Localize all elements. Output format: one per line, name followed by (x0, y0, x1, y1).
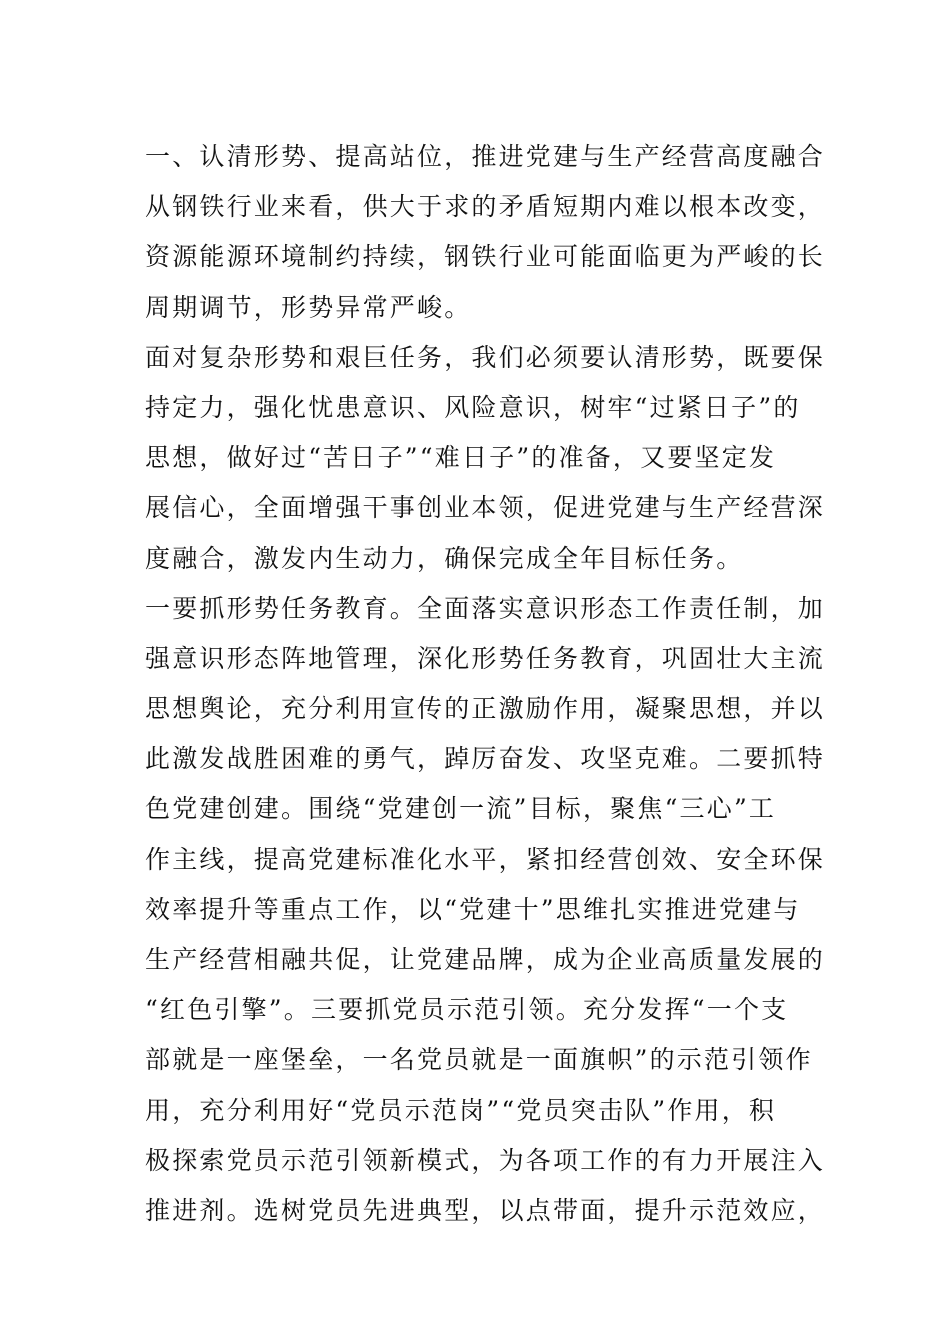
text-line: 一要抓形势任务教育。全面落实意识形态工作责任制，加 (145, 593, 826, 623)
section-heading: 一、认清形势、提高站位，推进党建与生产经营高度融合 (145, 142, 826, 171)
text-line: 生产经营相融共促，让党建品牌，成为企业高质量发展的 (145, 945, 826, 974)
text-line: 面对复杂形势和艰巨任务，我们必须要认清形势，既要保 (145, 342, 826, 372)
text-line: 作主线，提高党建标准化水平，紧扣经营创效、安全环保 (145, 844, 826, 874)
text-line: “红色引擎”。三要抓党员示范引领。充分发挥“一个支 (145, 995, 789, 1025)
text-line: 用，充分利用好“党员示范岗”“党员突击队”作用，积 (145, 1095, 777, 1125)
text-line: 思想，做好过“苦日子”“难日子”的准备，又要坚定发 (145, 443, 777, 473)
text-line: 展信心，全面增强干事创业本领，促进党建与生产经营深 (145, 493, 826, 523)
text-line: 推进剂。选树党员先进典型，以点带面，提升示范效应， (145, 1195, 826, 1225)
text-line: 色党建创建。围绕“党建创一流”目标，聚焦“三心”工 (145, 794, 777, 824)
text-line: 部就是一座堡垒，一名党员就是一面旗帜”的示范引领作 (145, 1045, 813, 1075)
document-body (145, 132, 826, 1236)
text-line: 资源能源环境制约持续，钢铁行业可能面临更为严峻的长 (145, 242, 826, 272)
text-line: 效率提升等重点工作，以“党建十”思维扎实推进党建与 (145, 894, 801, 924)
text-line: 持定力，强化忧患意识、风险意识，树牢“过紧日子”的 (145, 392, 801, 422)
text-line: 度融合，激发内生动力，确保完成全年目标任务。 (145, 543, 744, 573)
text-line: 周期调节，形势异常严峻。 (145, 292, 472, 322)
text-line: 此激发战胜困难的勇气，踔厉奋发、攻坚克难。二要抓特 (145, 744, 826, 774)
text-line: 极探索党员示范引领新模式，为各项工作的有力开展注入 (145, 1145, 826, 1175)
text-line: 从钢铁行业来看，供大于求的矛盾短期内难以根本改变， (145, 192, 826, 222)
text-line: 思想舆论，充分利用宣传的正激励作用，凝聚思想，并以 (145, 694, 826, 724)
text-line: 强意识形态阵地管理，深化形势任务教育，巩固壮大主流 (145, 643, 826, 673)
